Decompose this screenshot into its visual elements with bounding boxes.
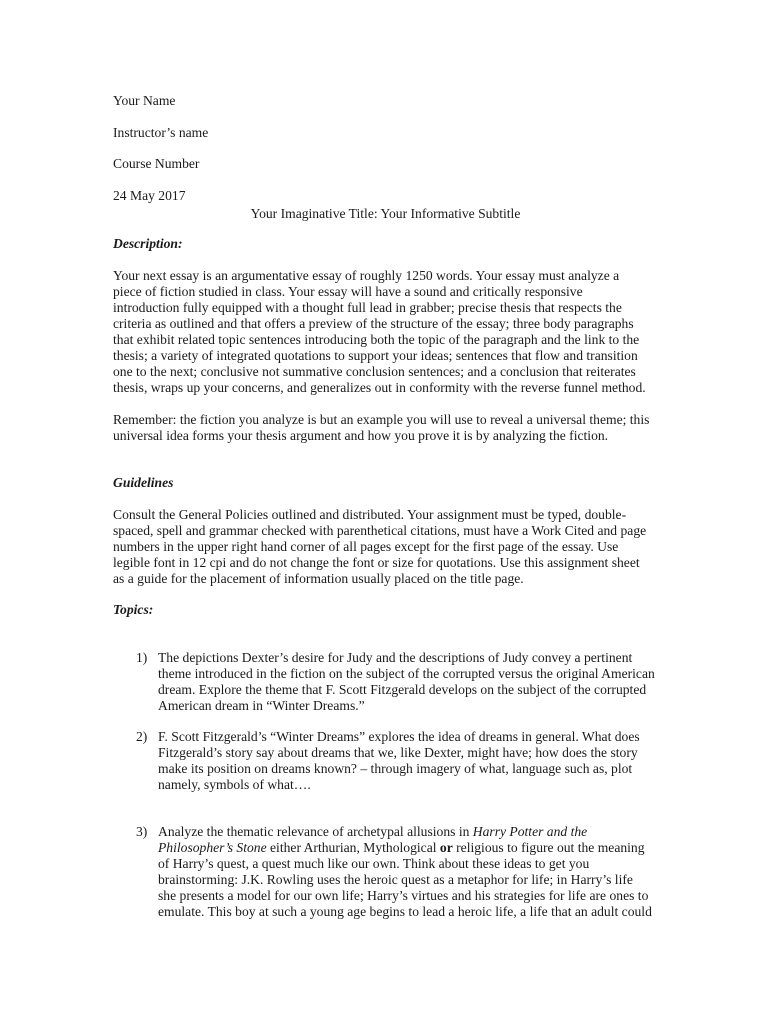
book-title: Harry Potter and the bbox=[472, 824, 588, 839]
text-line: thesis; a variety of integrated quotations to support your ideas; sentences that flow and transition bbox=[113, 348, 638, 363]
text-line: criteria as outlined and that offers a preview of the structure of the essay; three body paragraphs bbox=[113, 316, 634, 331]
text-line bbox=[158, 824, 658, 840]
text-line: Your next essay is an argumentative essay of roughly 1250 words. Your essay must analyze a bbox=[113, 268, 620, 283]
description-paragraph-2 bbox=[113, 412, 658, 444]
text-line bbox=[158, 840, 658, 856]
document-page bbox=[113, 0, 658, 1024]
text-line: she presents a model for our own life; Harry’s virtues and his strategies for life are ones to bbox=[158, 888, 649, 903]
date: 24 May 2017 bbox=[113, 188, 186, 203]
student-name: Your Name bbox=[113, 93, 176, 108]
guidelines-heading: Guidelines bbox=[113, 475, 174, 490]
text-line: American dream in “Winter Dreams.” bbox=[158, 698, 365, 713]
description-heading: Description: bbox=[113, 236, 183, 251]
text-line: dream. Explore the theme that F. Scott Fitzgerald develops on the subject of the corrupted bbox=[158, 682, 647, 697]
text-line: theme introduced in the fiction on the subject of the corrupted versus the original American bbox=[158, 666, 655, 681]
topic-text bbox=[158, 650, 658, 714]
topic-text bbox=[158, 729, 658, 793]
text-run: religious to figure out the meaning bbox=[452, 840, 645, 855]
text-run: Analyze the thematic relevance of archetypal allusions in bbox=[158, 824, 473, 839]
text-line: of Harry’s quest, a quest much like our own. Think about these ideas to get you bbox=[158, 856, 590, 871]
text-line: Fitzgerald’s story say about dreams that we, like Dexter, might have; how does the story bbox=[158, 745, 638, 760]
topic-text bbox=[158, 824, 658, 920]
text-line: numbers in the upper right hand corner of all pages except for the first page of the essay. Use bbox=[113, 539, 619, 554]
text-line: The depictions Dexter’s desire for Judy and the descriptions of Judy convey a pertinent bbox=[158, 650, 633, 665]
text-line: one to the next; conclusive not summative conclusion sentences; and a conclusion that reiterates bbox=[113, 364, 636, 379]
text-line: introduction fully equipped with a thought full lead in grabber; precise thesis that respects the bbox=[113, 300, 622, 315]
guidelines-paragraph bbox=[113, 507, 658, 587]
text-line: F. Scott Fitzgerald’s “Winter Dreams” explores the idea of dreams in general. What does bbox=[158, 729, 640, 744]
instructor-name: Instructor’s name bbox=[113, 125, 209, 140]
topic-number: 2) bbox=[136, 729, 148, 744]
course-number: Course Number bbox=[113, 156, 200, 171]
topic-number: 1) bbox=[136, 650, 148, 665]
text-line: legible font in 12 cpi and do not change the font or size for quotations. Use this assignment sheet bbox=[113, 555, 640, 570]
text-line: spaced, spell and grammar checked with parenthetical citations, must have a Work Cited and page bbox=[113, 523, 647, 538]
text-line: as a guide for the placement of information usually placed on the title page. bbox=[113, 571, 524, 586]
emphasis-or: or bbox=[439, 840, 453, 855]
text-line: namely, symbols of what…. bbox=[158, 777, 311, 792]
text-line: make its position on dreams known? – through imagery of what, language such as, plot bbox=[158, 761, 633, 776]
text-line: brainstorming: J.K. Rowling uses the heroic quest as a metaphor for life; in Harry’s life bbox=[158, 872, 633, 887]
topics-heading: Topics: bbox=[113, 602, 154, 617]
text-line: universal idea forms your thesis argument and how you prove it is by analyzing the fiction. bbox=[113, 428, 609, 443]
text-line: emulate. This boy at such a young age begins to lead a heroic life, a life that an adult could bbox=[158, 904, 652, 919]
text-line: Consult the General Policies outlined and distributed. Your assignment must be typed, double- bbox=[113, 507, 627, 522]
text-line: that exhibit related topic sentences introducing both the topic of the paragraph and the link to the bbox=[113, 332, 640, 347]
description-paragraph-1 bbox=[113, 268, 658, 396]
text-run: either Arthurian, Mythological bbox=[266, 840, 440, 855]
book-title: Philosopher’s Stone bbox=[158, 840, 267, 855]
essay-title: Your Imaginative Title: Your Informative Subtitle bbox=[250, 206, 521, 221]
text-line: thesis, wraps up your concerns, and generalizes out in conformity with the reverse funnel method. bbox=[113, 380, 646, 395]
text-line: Remember: the fiction you analyze is but an example you will use to reveal a universal theme; this bbox=[113, 412, 650, 427]
text-line: piece of fiction studied in class. Your essay will have a sound and critically responsive bbox=[113, 284, 583, 299]
topic-number: 3) bbox=[136, 824, 148, 839]
